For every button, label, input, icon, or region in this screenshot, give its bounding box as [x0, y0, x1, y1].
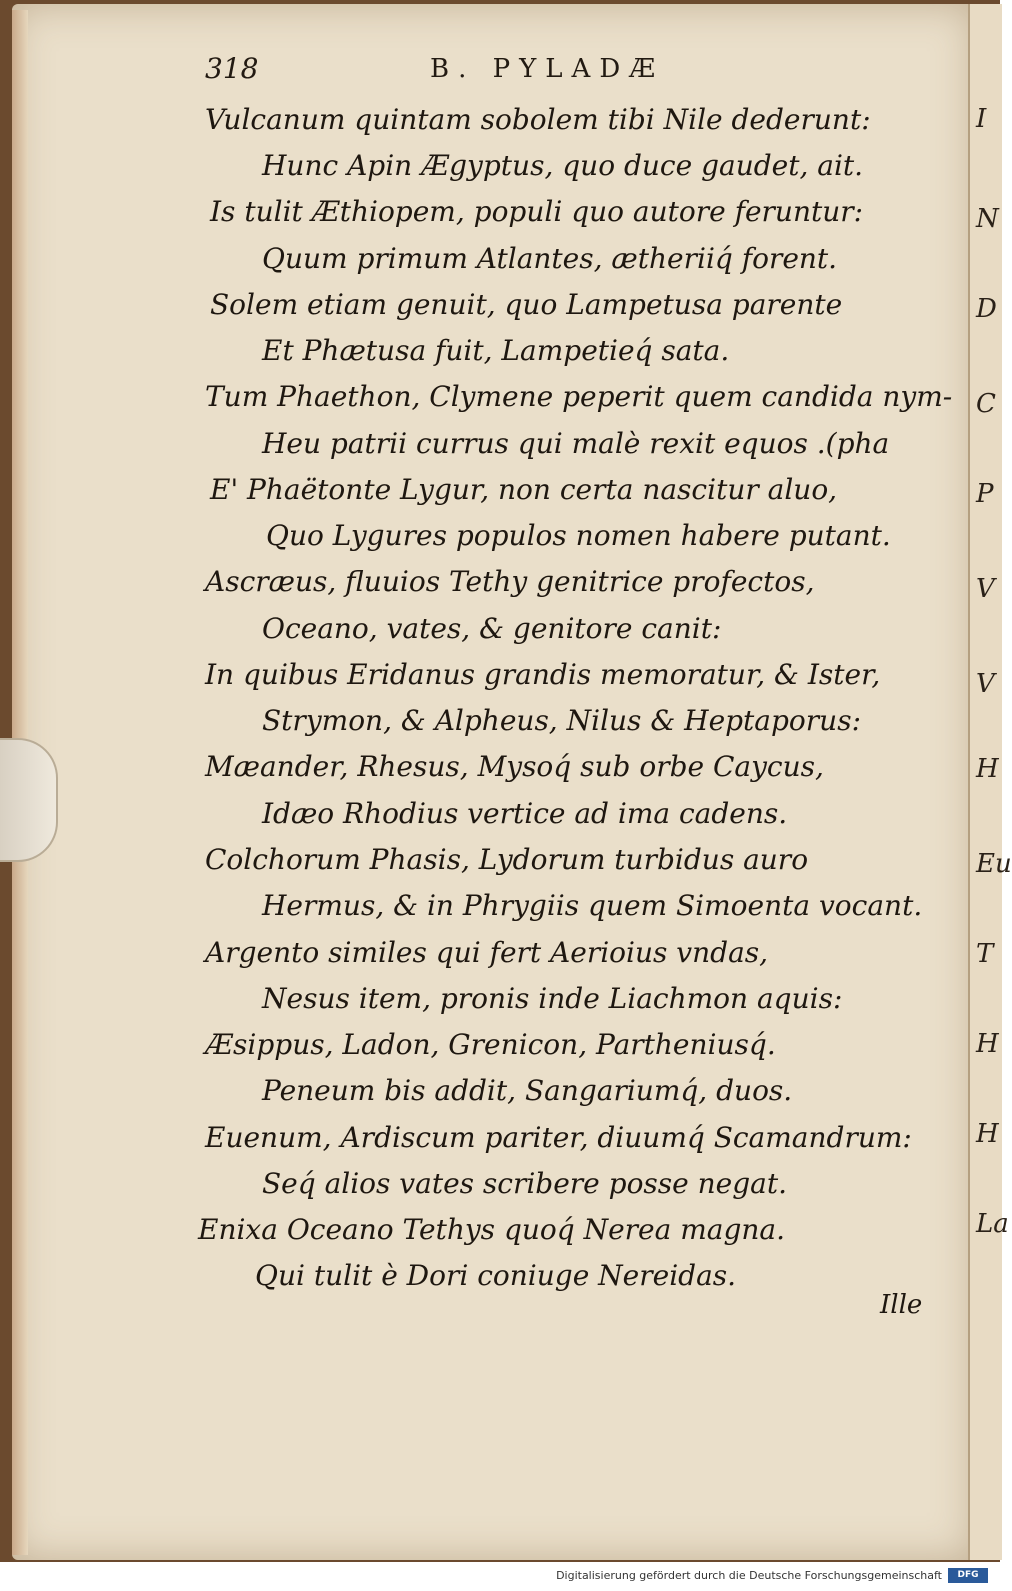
verse-line: Qui tulit è Dori coniuge Nereidas. — [255, 1259, 737, 1292]
book-clasp — [0, 738, 58, 862]
verse-line: Quo Lygures populos nomen habere putant. — [266, 519, 891, 552]
verse-line: Seq́ alios vates scribere posse negat. — [262, 1167, 788, 1200]
running-head: B. PYLADÆ — [430, 54, 665, 84]
verse-line: Ascræus, fluuios Tethy genitrice profectos, — [205, 565, 815, 598]
facing-page-fragment: Eu — [976, 849, 1012, 879]
facing-page-fragment: C — [976, 389, 996, 419]
verse-line: Hermus, & in Phrygiis quem Simoenta vocant. — [262, 889, 923, 922]
verse-line: In quibus Eridanus grandis memoratur, & Ister, — [205, 658, 881, 691]
catchword: Ille — [880, 1290, 923, 1320]
verse-line: Quum primum Atlantes, ætheriiq́ forent. — [262, 242, 838, 275]
verse-line: E' Phaëtonte Lygur, non certa nascitur aluo, — [210, 473, 838, 506]
facing-page-fragment: H — [976, 1029, 999, 1059]
facing-page-edge — [968, 4, 1012, 1560]
verse-line: Is tulit Æthiopem, populi quo autore feruntur: — [210, 195, 864, 228]
page-header — [0, 52, 1000, 92]
facing-page-fragment: V — [976, 574, 995, 604]
verse-line: Heu patrii currus qui malè rexit equos .(pha — [262, 427, 890, 460]
facing-page-fragment: D — [976, 294, 997, 324]
facing-page-fragment: La — [976, 1209, 1009, 1239]
facing-page-fragment: P — [976, 479, 994, 509]
verse-line: Solem etiam genuit, quo Lampetusa parente — [210, 288, 843, 321]
page-number: 318 — [205, 52, 259, 85]
facing-page-fragment: V — [976, 669, 995, 699]
verse-line: Æsippus, Ladon, Grenicon, Partheniusq́. — [205, 1028, 776, 1061]
verse-line: Enixa Oceano Tethys quoq́ Nerea magna. — [198, 1213, 786, 1246]
dfg-logo: DFG — [948, 1568, 988, 1583]
verse-line: Strymon, & Alpheus, Nilus & Heptaporus: — [262, 704, 862, 737]
verse-line: Tum Phaethon, Clymene peperit quem candida nym- — [205, 380, 953, 413]
facing-page-fragment: N — [976, 204, 999, 234]
verse-line: Hunc Apin Ægyptus, quo duce gaudet, ait. — [262, 149, 864, 182]
verse-line: Colchorum Phasis, Lydorum turbidus auro — [205, 843, 809, 876]
facing-page-fragment: I — [976, 104, 987, 134]
facing-page-fragment: H — [976, 1119, 999, 1149]
verse-line: Oceano, vates, & genitore canit: — [262, 612, 722, 645]
verse-line: Argento similes qui fert Aerioius vndas, — [205, 936, 769, 969]
verse-line: Vulcanum quintam sobolem tibi Nile dederunt: — [205, 103, 871, 136]
verse-line: Et Phætusa fuit, Lampetieq́ sata. — [262, 334, 730, 367]
verse-line: Euenum, Ardiscum pariter, diuumq́ Scamandrum: — [205, 1121, 912, 1154]
digitization-footer — [0, 1562, 1000, 1591]
verse-line: Mæander, Rhesus, Mysoq́ sub orbe Caycus, — [205, 750, 824, 783]
verse-line: Nesus item, pronis inde Liachmon aquis: — [262, 982, 843, 1015]
facing-page-fragment: T — [976, 939, 994, 969]
verse-line: Peneum bis addit, Sangariumq́, duos. — [262, 1074, 793, 1107]
facing-page-fragment: H — [976, 754, 999, 784]
verse-line: Idæo Rhodius vertice ad ima cadens. — [262, 797, 788, 830]
footer-credit: Digitalisierung gefördert durch die Deutsche Forschungsgemeinschaft — [556, 1569, 942, 1582]
